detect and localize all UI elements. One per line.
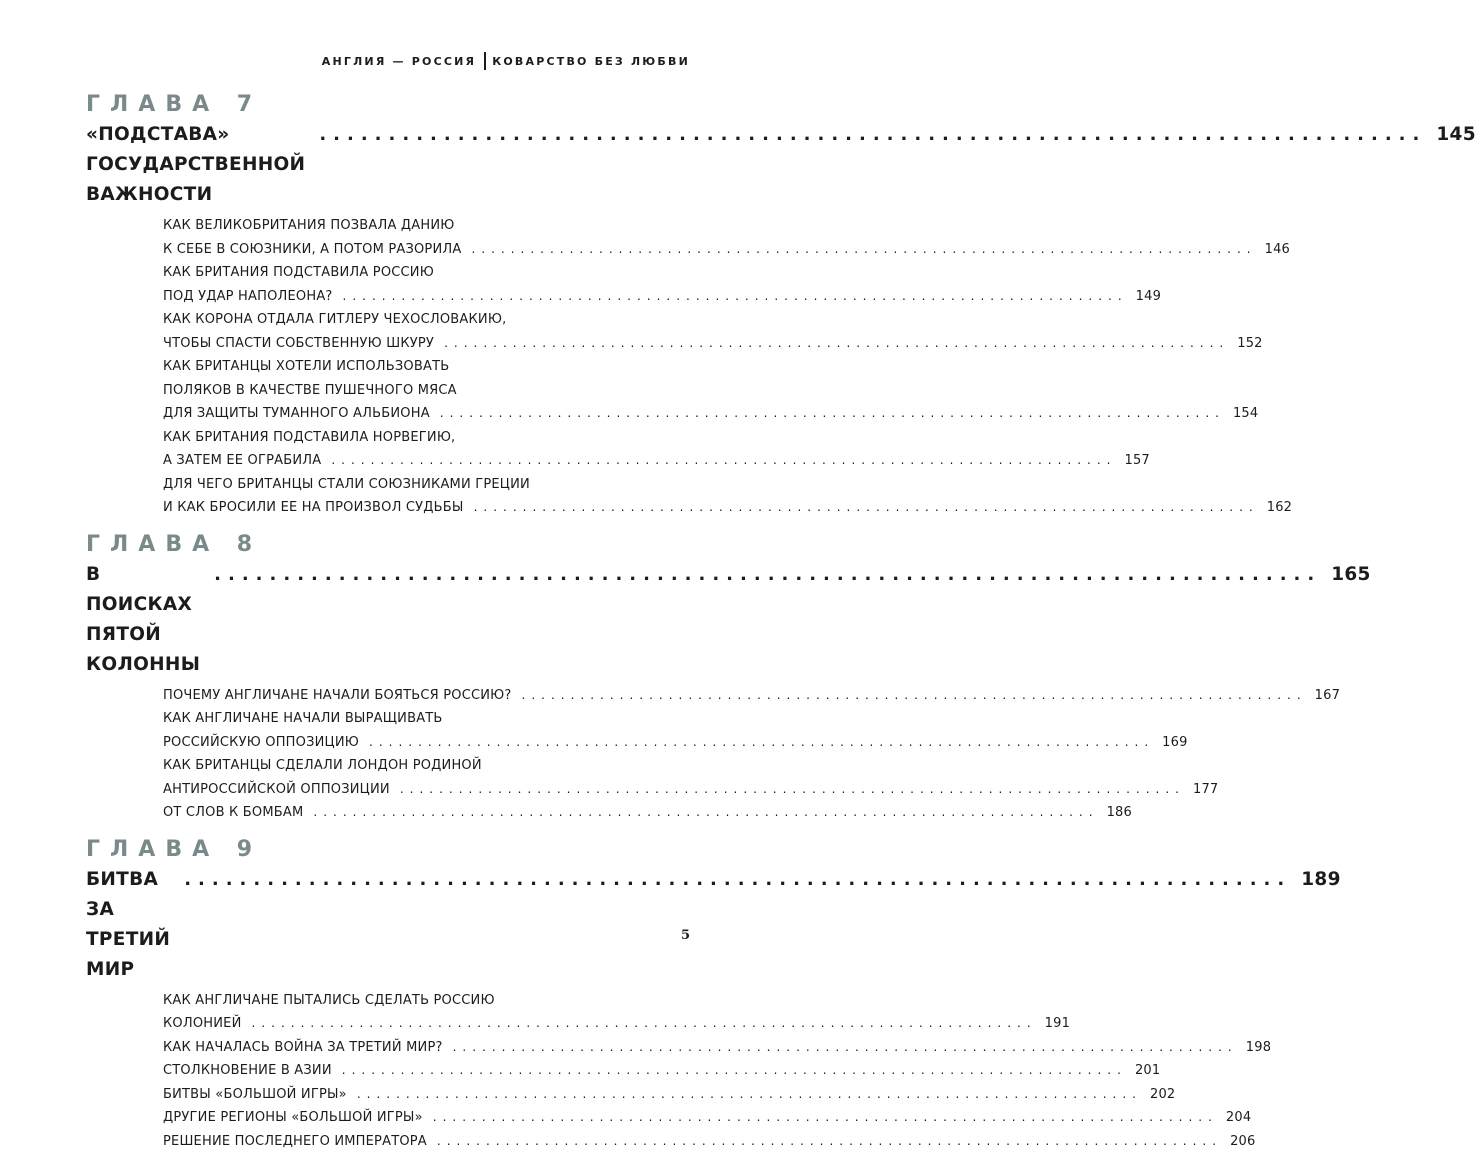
entry-text-line: КАК БРИТАНЦЫ ХОТЕЛИ ИСПОЛЬЗОВАТЬ	[163, 359, 450, 374]
chapter-label: ГЛАВА 8	[86, 531, 263, 557]
toc-entry[interactable]	[163, 426, 1150, 473]
chapter-7	[86, 90, 1476, 520]
toc-entry[interactable]	[163, 261, 1162, 308]
dot-leader: ................................................................................	[184, 868, 1292, 890]
entry-last-line	[163, 285, 1162, 309]
toc-entry[interactable]	[163, 707, 1188, 754]
toc-entry[interactable]	[163, 473, 1293, 520]
chapter-title-row[interactable]	[86, 865, 1341, 985]
toc-entry[interactable]	[163, 754, 1219, 801]
entry-last-line	[163, 238, 1291, 262]
chapter-title: БИТВА ЗА ТРЕТИЙ МИР	[86, 868, 171, 980]
entry-page-number: 146	[1264, 241, 1291, 257]
dot-leader: ................................................................................	[444, 335, 1230, 350]
entry-text-line: ПОД УДАР НАПОЛЕОНА?	[163, 288, 333, 304]
entry-text-line: ДРУГИЕ РЕГИОНЫ «БОЛЬШОЙ ИГРЫ»	[163, 1110, 423, 1125]
dot-leader: ................................................................................	[399, 781, 1185, 796]
entry-text-line: РОССИЙСКУЮ ОППОЗИЦИЮ	[163, 734, 359, 750]
entry-text-line: КАК АНГЛИЧАНЕ ПЫТАЛИСЬ СДЕЛАТЬ РОССИЮ	[163, 992, 495, 1008]
entry-text-line: КАК БРИТАНЦЫ СДЕЛАЛИ ЛОНДОН РОДИНОЙ	[163, 758, 482, 773]
entry-text-line: КОЛОНИЕЙ	[163, 1016, 242, 1031]
entry-text-line: КАК БРИТАНИЯ ПОДСТАВИЛА НОРВЕГИЮ,	[163, 429, 456, 445]
entry-page-number: 154	[1232, 406, 1259, 421]
chapter-title-row[interactable]	[86, 560, 1371, 680]
dot-leader: ................................................................................	[452, 1039, 1238, 1054]
dot-leader: ................................................................................	[432, 1110, 1218, 1124]
entry-page-number: 149	[1135, 288, 1162, 304]
entry-text-line: ПОЛЯКОВ В КАЧЕСТВЕ ПУШЕЧНОГО МЯСА	[163, 382, 457, 398]
entry-last-line	[163, 1106, 1252, 1130]
entry-last-line	[163, 1012, 1071, 1036]
chapter-label: ГЛАВА 9	[86, 836, 263, 862]
entry-last-line	[163, 778, 1219, 802]
chapter-title-row[interactable]	[86, 120, 1476, 210]
entry-text-line: СТОЛКНОВЕНИЕ В АЗИИ	[163, 1063, 332, 1078]
entry-text-line: КАК ВЕЛИКОБРИТАНИЯ ПОЗВАЛА ДАНИЮ	[163, 218, 455, 233]
dot-leader: ................................................................................	[342, 288, 1128, 303]
entry-page-number: 162	[1266, 500, 1293, 515]
dot-leader: ................................................................................	[436, 1133, 1223, 1148]
entry-text-line: ЧТОБЫ СПАСТИ СОБСТВЕННУЮ ШКУРУ	[163, 335, 435, 351]
entry-last-line	[163, 402, 1259, 426]
entry-last-line	[163, 731, 1188, 755]
entry-page-number: 198	[1245, 1039, 1272, 1055]
toc-entry[interactable]	[163, 1130, 1256, 1154]
entry-last-line	[163, 1036, 1272, 1060]
toc-entry[interactable]	[163, 684, 1341, 708]
toc-entry[interactable]	[163, 355, 1259, 426]
dot-leader: ................................................................................	[341, 1063, 1127, 1077]
entry-text-line: КАК КОРОНА ОТДАЛА ГИТЛЕРУ ЧЕХОСЛОВАКИЮ,	[163, 312, 507, 327]
dot-leader: ................................................................................	[471, 241, 1257, 256]
entry-text-line: А ЗАТЕМ ЕЕ ОГРАБИЛА	[163, 453, 322, 468]
entry-page-number: 191	[1044, 1016, 1071, 1031]
dot-leader: ................................................................................	[369, 734, 1155, 749]
toc-entry[interactable]	[163, 801, 1132, 825]
toc-entry[interactable]	[163, 214, 1291, 261]
chapter-label: ГЛАВА 7	[86, 92, 263, 117]
table-of-contents	[86, 90, 1476, 1163]
dot-leader: ................................................................................	[521, 687, 1307, 702]
entry-page-number: 169	[1162, 734, 1188, 750]
entry-page-number: 202	[1149, 1086, 1176, 1102]
entry-last-line	[163, 332, 1263, 356]
toc-entry[interactable]	[163, 989, 1071, 1036]
header-subtitle: КОВАРСТВО БЕЗ ЛЮБВИ	[492, 54, 690, 68]
entry-text-line: БИТВЫ «БОЛЬШОЙ ИГРЫ»	[163, 1086, 347, 1102]
dot-leader: ................................................................................	[313, 805, 1099, 819]
entry-page-number: 152	[1237, 335, 1263, 351]
entry-text-line: ДЛЯ ЧЕГО БРИТАНЦЫ СТАЛИ СОЮЗНИКАМИ ГРЕЦИИ	[163, 476, 530, 492]
entry-text-line: АНТИРОССИЙСКОЙ ОППОЗИЦИИ	[163, 781, 390, 797]
chapter-9	[86, 835, 1341, 1154]
dot-leader: ................................................................................	[356, 1086, 1142, 1101]
entry-last-line	[163, 684, 1341, 708]
entry-text-line: ОТ СЛОВ К БОМБАМ	[163, 805, 304, 820]
dot-leader: ................................................................................	[251, 1016, 1037, 1030]
entry-text-line: ПОЧЕМУ АНГЛИЧАНЕ НАЧАЛИ БОЯТЬСЯ РОССИЮ?	[163, 687, 512, 703]
entry-text-line: КАК НАЧАЛАСЬ ВОЙНА ЗА ТРЕТИЙ МИР?	[163, 1039, 443, 1055]
chapter-title: В ПОИСКАХ ПЯТОЙ КОЛОННЫ	[86, 563, 201, 675]
chapter-page-number: 189	[1301, 868, 1341, 890]
entry-page-number: 206	[1230, 1133, 1256, 1149]
page-number: 5	[680, 928, 690, 943]
entry-last-line	[163, 449, 1150, 473]
entry-page-number: 177	[1192, 781, 1219, 797]
entry-text-line: К СЕБЕ В СОЮЗНИКИ, А ПОТОМ РАЗОРИЛА	[163, 241, 462, 257]
entry-text-line: И КАК БРОСИЛИ ЕЕ НА ПРОИЗВОЛ СУДЬБЫ	[163, 500, 464, 515]
toc-entry[interactable]	[163, 1083, 1176, 1107]
toc-entry[interactable]	[163, 308, 1263, 355]
toc-entry[interactable]	[163, 1059, 1161, 1083]
toc-entry[interactable]	[163, 1106, 1252, 1130]
dot-leader: ................................................................................	[214, 563, 1322, 585]
entry-last-line	[163, 496, 1293, 520]
chapter-title: «ПОДСТАВА» ГОСУДАРСТВЕННОЙ ВАЖНОСТИ	[86, 124, 306, 205]
dot-leader: ................................................................................	[331, 453, 1117, 467]
entry-last-line	[163, 1130, 1256, 1154]
entry-last-line	[163, 1059, 1161, 1083]
dot-leader: ................................................................................	[439, 406, 1225, 420]
toc-entry[interactable]	[163, 1036, 1272, 1060]
header-book-title: АНГЛИЯ — РОССИЯ	[321, 54, 477, 68]
entry-text-line: РЕШЕНИЕ ПОСЛЕДНЕГО ИМПЕРАТОРА	[163, 1133, 427, 1149]
chapter-8	[86, 530, 1371, 825]
chapter-page-number: 165	[1331, 563, 1371, 585]
entry-page-number: 186	[1106, 805, 1132, 820]
header-separator	[484, 52, 486, 70]
entry-page-number: 201	[1134, 1063, 1161, 1078]
chapter-page-number: 145	[1436, 124, 1476, 145]
entry-text-line: КАК БРИТАНИЯ ПОДСТАВИЛА РОССИЮ	[163, 265, 434, 280]
dot-leader: ................................................................................	[473, 500, 1259, 514]
entry-last-line	[163, 801, 1132, 825]
dot-leader: ................................................................................	[319, 124, 1427, 145]
entry-text-line: ДЛЯ ЗАЩИТЫ ТУМАННОГО АЛЬБИОНА	[163, 406, 430, 421]
entry-page-number: 167	[1314, 687, 1341, 703]
entry-text-line: КАК АНГЛИЧАНЕ НАЧАЛИ ВЫРАЩИВАТЬ	[163, 711, 443, 726]
entry-page-number: 157	[1124, 453, 1150, 468]
running-header	[322, 52, 690, 70]
entry-page-number: 204	[1225, 1110, 1252, 1125]
entry-last-line	[163, 1083, 1176, 1107]
